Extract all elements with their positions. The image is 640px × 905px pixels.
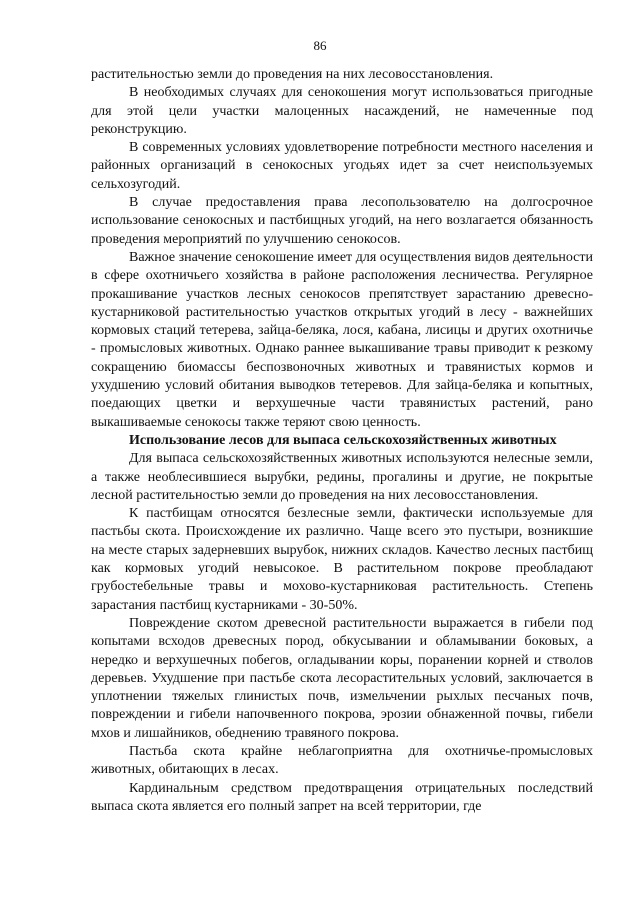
page-number: 86 xyxy=(313,38,327,53)
paragraph-grazing-ban: Кардинальным средством предотвращения отрицательных последствий выпаса скота является его полный запрет на всей территории, где xyxy=(91,780,593,814)
paragraph-grazing-lands: Для выпаса сельскохозяйственных животных используются нелесные земли, а также необлесившиеся вырубки, редины, прогалины и другие, не покрытые лесной растительностью земли до проведения на них лесовосстановления. xyxy=(91,451,593,503)
paragraph-long-term-use: В случае предоставления права лесопользователю на долгосрочное использование сенокосных и пастбищных угодий, на него возлагается обязанность проведения мероприятий по улучшению сенокосов. xyxy=(91,195,593,247)
paragraph-pastures: К пастбищам относятся безлесные земли, фактически используемые для пастьбы скота. Происхождение их различно. Чаще всего это пустыри, возникшие на месте старых задерневших вырубок, нижних складов. Качество лесных пастбищ как кормовых угодий невысокое. В растительном покрове преобладают грубостебельные травы и мохово-кустарниковая растительность. Степень зарастания пастбищ кустарниками - 30-50%. xyxy=(91,506,593,613)
paragraph-continuation: растительностью земли до проведения на них лесовосстановления. xyxy=(91,67,494,82)
paragraph-hunting-importance: Важное значение сенокошение имеет для осуществления видов деятельности в сфере охотничьего хозяйства в районе расположения лесничества. Регулярное прокашивание участков лесных сенокосов препятствует зарастанию древесно-кустарниковой растительностью участков открытых угодий в лесу - важнейших кормовых стаций тетерева, зайца-беляка, лося, кабана, лисицы и других охотничье - промысловых животных. Однако раннее выкашивание травы приводит к резкому сокращению биомассы беспозвоночных животных и травянистых кормов и ухудшению условий обитания выводков тетеревов. Для зайца-беляка и копытных, поедающих цветки и верхушечные части травянистых растений, рано выкашиваемые сенокосы также теряют свою ценность. xyxy=(91,249,593,430)
paragraph-wildlife-impact: Пастьба скота крайне неблагоприятна для охотничье-промысловых животных, обитающих в лесах. xyxy=(91,743,593,778)
paragraph-modern-conditions: В современных условиях удовлетворение потребности местного населения и районных организаций в сенокосных угодьях идет за счет неиспользуемых сельхозугодий. xyxy=(91,140,593,192)
paragraph-livestock-damage: Повреждение скотом древесной растительности выражается в гибели под копытами всходов древесных пород, обкусывании и обламывании боковых, а нередко и верхушечных побегов, огладывании коры, поранении корней и стволов деревьев. Ухудшение при пастьбе скота лесорастительных условий, заключается в уплотнении тяжелых глинистых почв, измельчении рыхлых песчаных почв, повреждении и гибели напочвенного покрова, эрозии обнаженной почвы, гибели мхов и лишайников, обеднению травяного покрова. xyxy=(91,615,593,741)
paragraph-haymaking-areas: В необходимых случаях для сенокошения могут использоваться пригодные для этой цели участки малоценных насаждений, не намеченные под реконструкцию. xyxy=(91,85,593,137)
body-text xyxy=(91,66,593,816)
section-heading: Использование лесов для выпаса сельскохозяйственных животных xyxy=(129,432,557,448)
